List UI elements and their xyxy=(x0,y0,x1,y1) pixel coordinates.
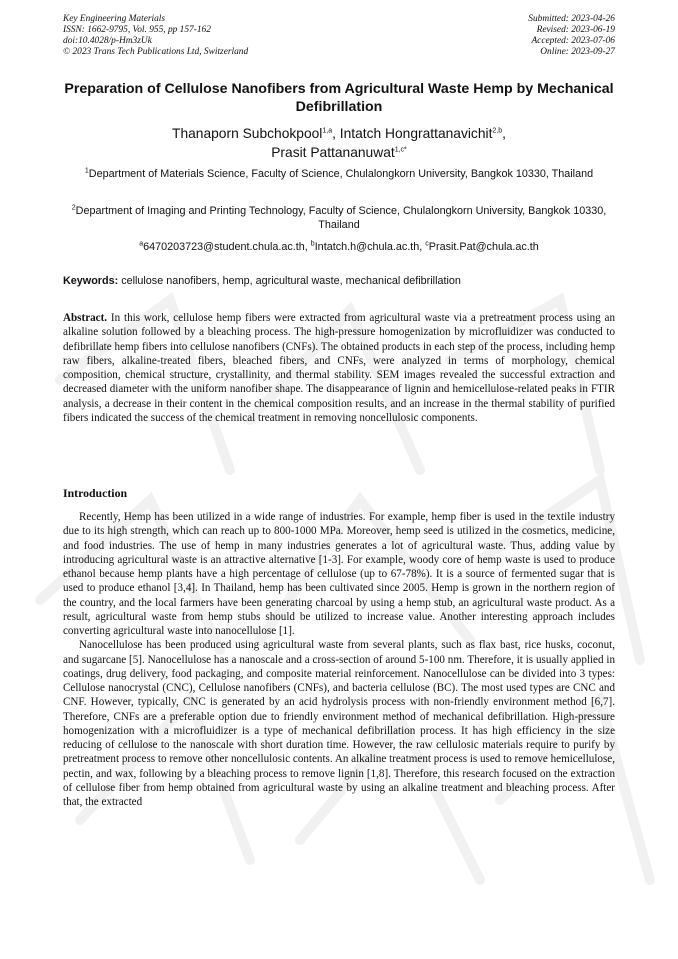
author-superscript: 2,b xyxy=(492,127,503,135)
paragraph: Recently, Hemp has been utilized in a wide range of industries. For example, hemp fiber is used in the textile industry due to its high strength, which can reach up to 800-1000 MPa. Moreover, hemp seed is utilized in the cosmetics, medicine, and food industries. The use of hemp in many industries generates a lot of agricultural waste. Thus, adding value by introducing agricultural waste is an attractive alternative [1-3]. For example, woody core of hemp waste is used to produce ethanol because hemp plants have a high percentage of cellulose (up to 67-78%). It is a source of fermented sugar that is used to produce ethanol [3,4]. In Thailand, hemp has been cultivated since 2005. Hemp is grown in the northern region of the country, and the local farmers have been generating charcoal by using a hemp stub, an agricultural waste product. As a result, agricultural waste from hemp stubs should be utilized to increase value. Another interesting approach includes converting agricultural waste into nanocellulose [1]. xyxy=(63,511,615,637)
author-name: Thanaporn Subchokpool xyxy=(172,126,323,141)
section-heading-introduction: Introduction xyxy=(63,486,128,500)
journal-info xyxy=(63,14,248,58)
keywords xyxy=(63,274,618,288)
paper-title: Preparation of Cellulose Nanofibers from Agricultural Waste Hemp by Mechanical Defibrillation xyxy=(64,81,614,115)
author-name: Intatch Hongrattanavichit xyxy=(339,126,493,141)
submission-dates xyxy=(528,14,615,58)
email-link[interactable]: Prasit.Pat@chula.ac.th xyxy=(428,241,539,253)
journal-name: Key Engineering Materials xyxy=(63,14,166,24)
keywords-label: Keywords: xyxy=(63,275,119,287)
email-link[interactable]: Intatch.h@chula.ac.th, xyxy=(314,241,426,253)
author-list: Thanaporn Subchokpool$^{1,a}$, Intatch Hongrattanavichit$^{2,b}$, Prasit Pattananuwat$^{1,c*}$ xyxy=(172,126,506,160)
abstract xyxy=(63,311,615,425)
date-accepted: Accepted: 2023-07-06 xyxy=(531,36,615,46)
abstract-label: Abstract. xyxy=(63,312,108,324)
keywords-text: cellulose nanofibers, hemp, agricultural waste, mechanical defibrillation xyxy=(121,275,461,287)
author-superscript: 1,c* xyxy=(394,146,407,154)
author-emails: $^a$6470203723@student.chula.ac.th, $^b$Intatch.h@chula.ac.th, $^c$Prasit.Pat@chula.ac.th xyxy=(139,240,539,253)
paragraph: Nanocellulose has been produced using agricultural waste from several plants, such as flax bast, rice husks, coconut, and sugarcane [5]. Nanocellulose has a nanoscale and a cross-section of around 5-100 nm. Therefore, it is usually applied in coatings, drug delivery, food packaging, and composite material reinforcement. Nanocellulose can be divided into 3 types: Cellulose nanocrystal (CNC), Cellulose nanofibers (CNFs), and bacteria cellulose (BC). The most used types are CNC and CNF. However, typically, CNC is generated by an acid hydrolysis process with non-friendly environment method [6,7]. Therefore, CNFs are a preferable option due to friendly environment method of mechanical defibrillation. High-pressure homogenization with a microfluidizer is a type of mechanical defibrillation process. It has high efficiency in the size reducing of cellulose to the nanoscale with short duration time. However, the raw cellulosic materials require to purify by pretreatment process to remove other noncellulosic contents. An alkaline treatment process is used to remove hemicellulose, pectin, and wax, following by a bleaching process to remove lignin [1,8]. Therefore, this research focused on the extraction of cellulose fiber from hemp obtained from agricultural waste by using an alkaline treatment and bleaching process. After that, the extracted xyxy=(63,639,615,808)
author-name: Prasit Pattananuwat xyxy=(271,145,395,160)
journal-issn: ISSN: 1662-9795, Vol. 955, pp 157-162 xyxy=(63,25,211,35)
journal-doi: doi:10.4028/p-Hm3zUk xyxy=(63,36,152,46)
introduction-body xyxy=(63,510,615,809)
journal-copyright: © 2023 Trans Tech Publications Ltd, Switzerland xyxy=(63,47,249,57)
abstract-text: In this work, cellulose hemp fibers were extracted from agricultural waste via a pretreatment process using an alkaline solution followed by a bleaching process. The high-pressure homogenization by microfluidizer was conducted to defibrillate hemp fibers into cellulose nanofibers (CNFs). The obtained products in each step of the process, including hemp raw fibers, alkaline-treated fibers, bleached fibers, and CNFs, were analyzed in terms of morphology, chemical composition, chemical structure, crystallinity, and thermal stability. SEM images revealed the successful extraction and decreased diameter with the uniform nanofiber shape. The disappearance of lignin and hemicellulose-related peaks in FTIR analysis, a decrease in their content in the chemical composition results, and an increase in the thermal stability of purified fibers indicated the success of the chemical treatment in removing noncellulosic components. xyxy=(63,312,615,425)
affiliation-1: $^1$Department of Materials Science, Faculty of Science, Chulalongkorn University, Bangkok 10330, Thailand xyxy=(84,167,594,180)
email-link[interactable]: 6470203723@student.chula.ac.th, xyxy=(143,241,311,253)
date-revised: Revised: 2023-06-19 xyxy=(536,25,615,35)
affiliation-2: $^2$Department of Imaging and Printing Technology, Faculty of Science, Chulalongkorn University, Bangkok 10330, Thailand xyxy=(71,204,607,231)
author-superscript: 1,a xyxy=(322,127,333,135)
date-online: Online: 2023-09-27 xyxy=(540,47,615,57)
date-submitted: Submitted: 2023-04-26 xyxy=(528,14,615,24)
